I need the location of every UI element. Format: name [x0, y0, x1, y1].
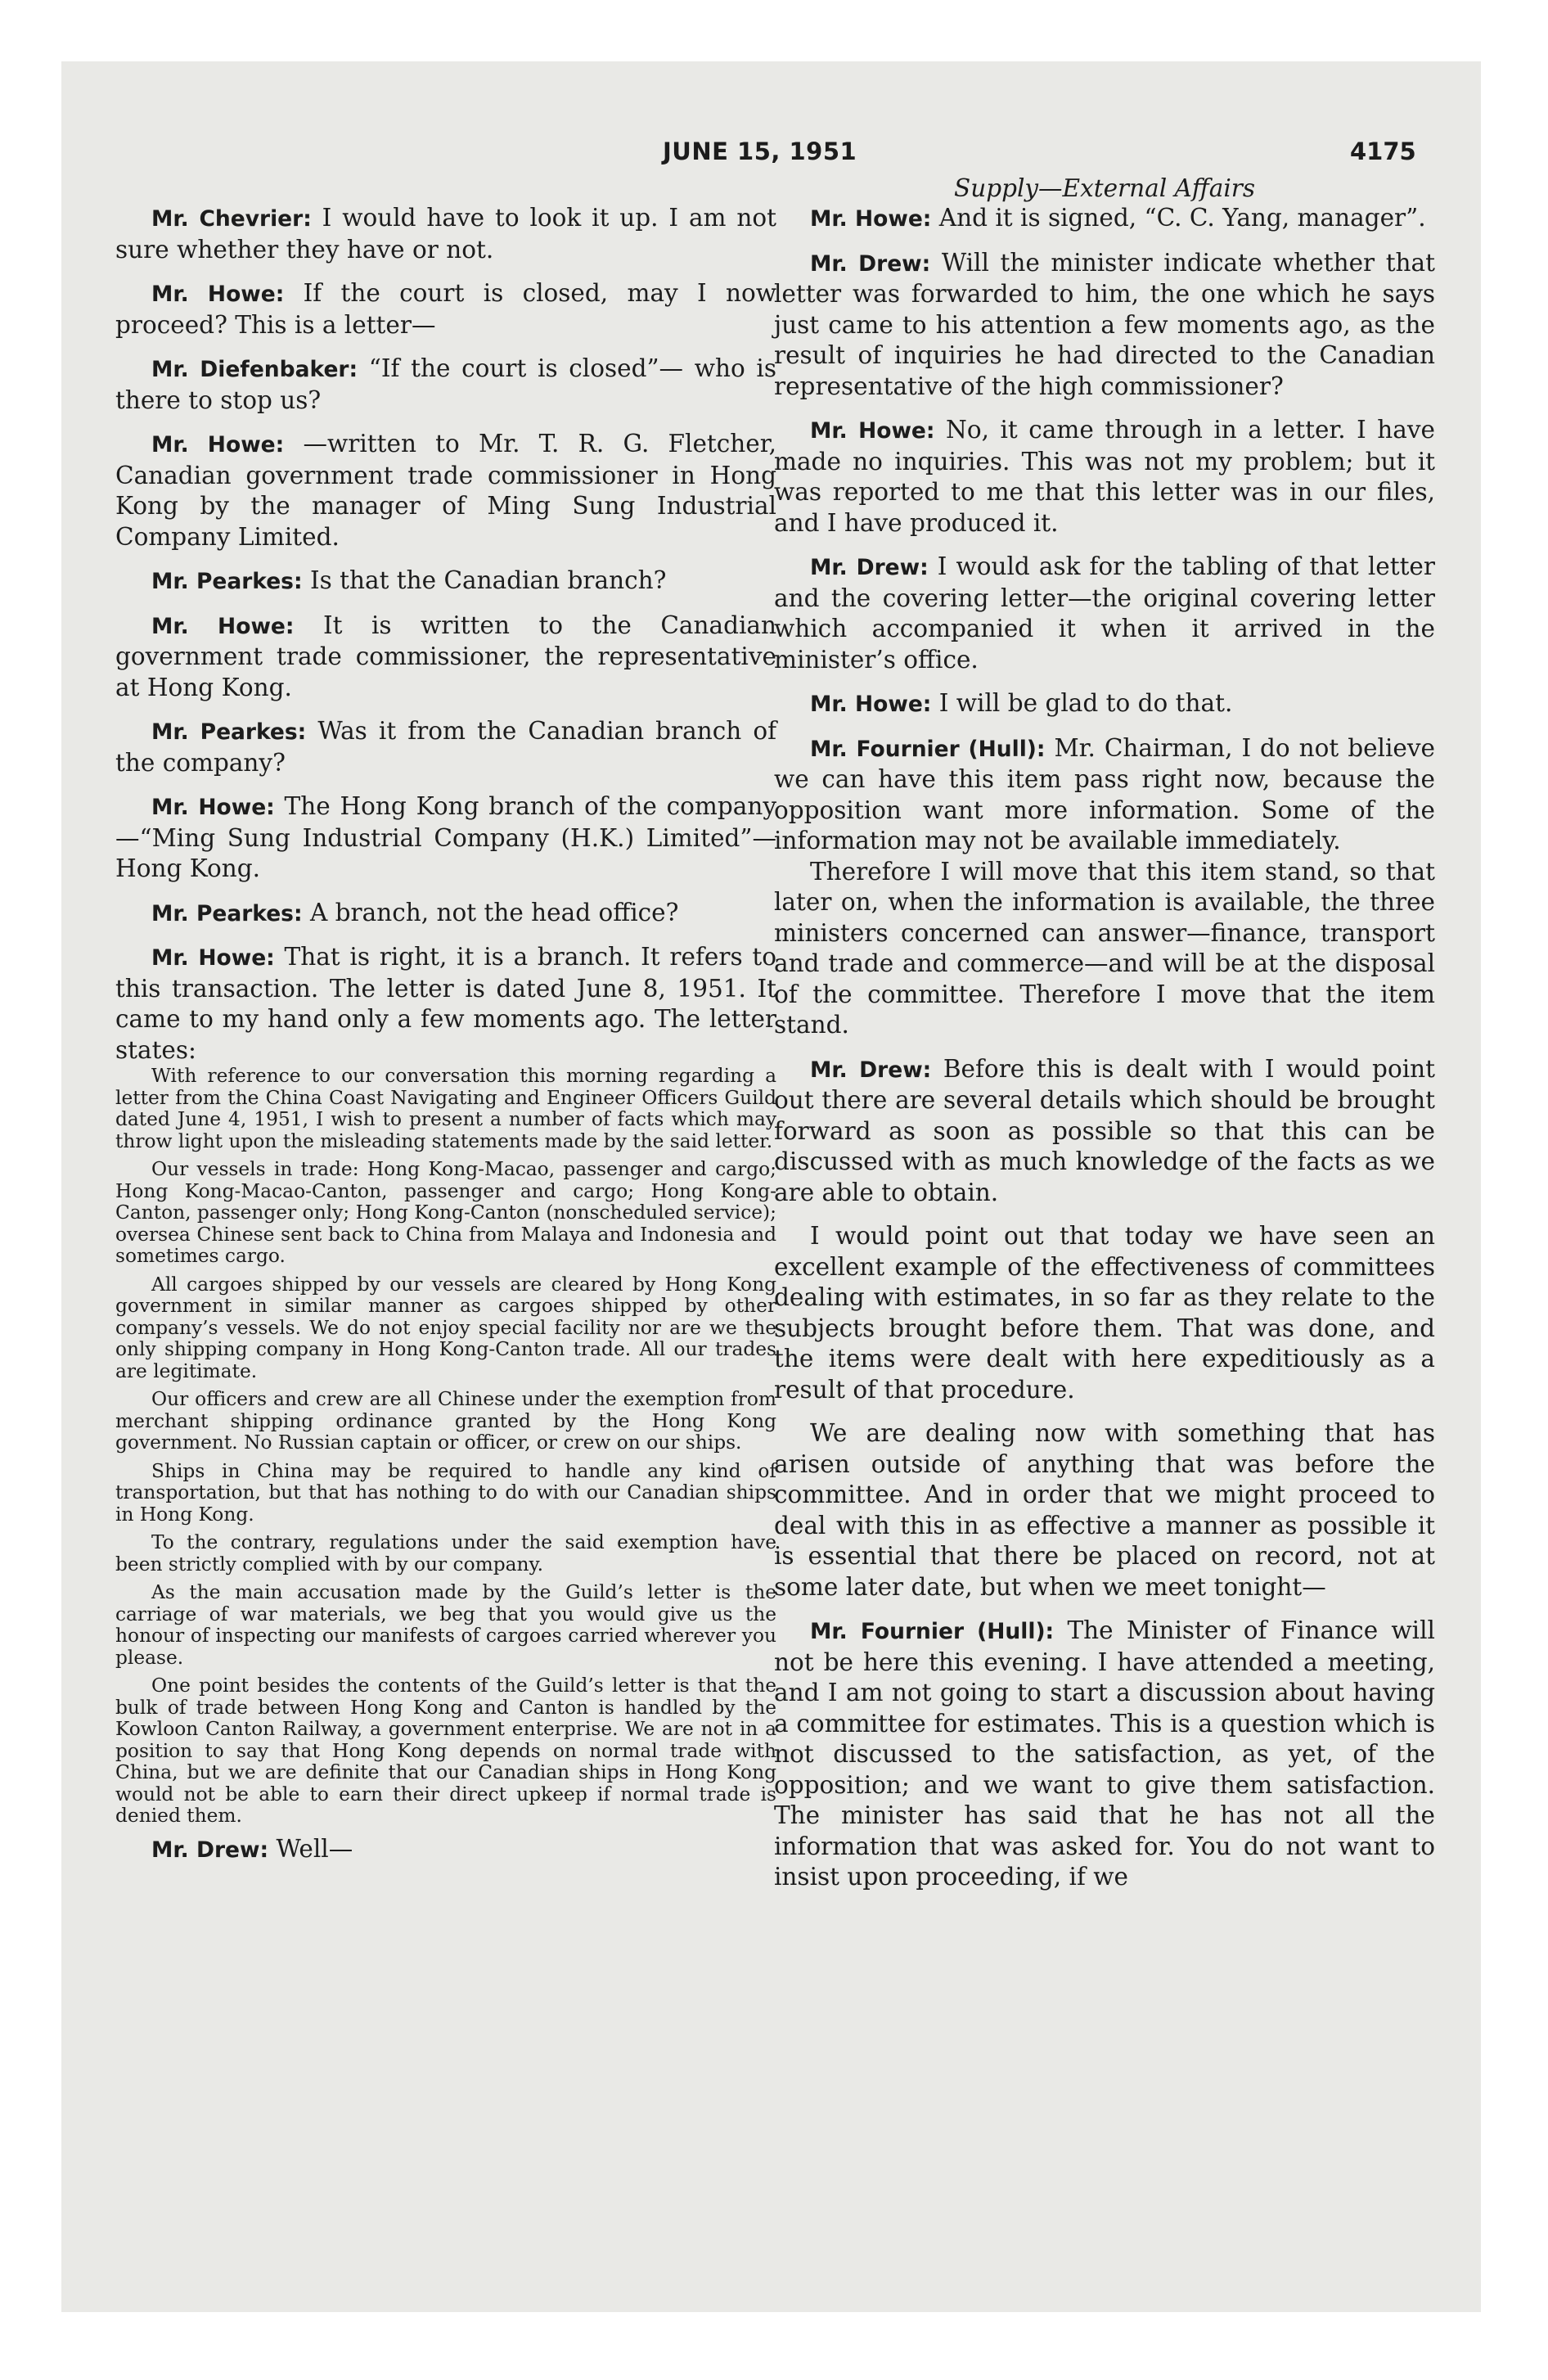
- speech-text: I would have to look it up. I am not sure whether they have or not.: [115, 204, 776, 264]
- speaker-name: Mr. Howe:: [151, 432, 285, 458]
- speech-paragraph: [774, 1616, 1435, 1893]
- speech-text: The Minister of Finance will not be here this evening. I have attended a meeting, and I am not going to start a discussion about having a committee for estimates. This is a question which is not discussed to the satisfaction, as yet, of the opposition; and we want to give them satisfaction. The minister has said that he has not all the information that was asked for. You do not want to insist upon proceeding, if we: [774, 1616, 1435, 1891]
- quoted-letter-paragraph: [115, 1675, 776, 1828]
- quoted-letter-paragraph: [115, 1582, 776, 1669]
- quoted-letter-paragraph: [115, 1159, 776, 1268]
- speech-text: I would point out that today we have seen an excellent example of the effectiveness of committees dealing with estimates, in so far as they relate to the subjects brought before them. That was done, and the items were dealt with here expeditiously as a result of that procedure.: [774, 1222, 1435, 1404]
- speaker-name: Mr. Howe:: [810, 692, 932, 717]
- speaker-name: Mr. Drew:: [810, 250, 931, 277]
- speech-paragraph: [774, 688, 1435, 720]
- quoted-letter-paragraph: [115, 1461, 776, 1526]
- speech-text: We are dealing now with something that has arisen outside of anything that was before the committee. And in order that we might proceed to deal with this in as effective a manner as possible it is essential that there be placed on record, not at some later date, but when we meet tonight—: [774, 1419, 1435, 1601]
- speech-text: I will be glad to do that.: [938, 689, 1233, 717]
- speech-paragraph: [115, 278, 776, 340]
- page-header: [0, 137, 1548, 170]
- speech-paragraph: [115, 354, 776, 416]
- speech-paragraph: [115, 203, 776, 265]
- speech-text: And it is signed, “C. C. Yang, manager”.: [938, 204, 1426, 232]
- speaker-name: Mr. Diefenbaker:: [151, 357, 358, 382]
- quote-text: One point besides the contents of the Guild’s letter is that the bulk of trade between Hong Kong and Canton is handled by the Kowloon Canton Railway, a government enterprise. We are not in a position to say that Hong Kong depends on normal trade with China, but we are definite that our Canadian ships in Hong Kong would not be able to earn their direct upkeep if normal trade is denied them.: [115, 1675, 776, 1827]
- quote-text: Ships in China may be required to handle any kind of transportation, but that has nothing to do with our Canadian ships in Hong Kong.: [115, 1459, 776, 1526]
- quote-text: All cargoes shipped by our vessels are cleared by Hong Kong government in similar manner as cargoes shipped by other company’s vessels. We do not enjoy special facility nor are we the only shipping company in Hong Kong-Canton trade. All our trades are legitimate.: [115, 1273, 776, 1382]
- speaker-name: Mr. Pearkes:: [151, 900, 303, 926]
- speech-paragraph: [774, 248, 1435, 403]
- speech-text: Mr. Chairman, I do not believe we can have this item pass right now, because the opposition want more information. Some of the information may not be available immediately.: [774, 733, 1435, 854]
- speaker-name: Mr. Drew:: [810, 1057, 932, 1083]
- speech-paragraph: [115, 611, 776, 704]
- quote-text: With reference to our conversation this morning regarding a letter from the China Coast Navigating and Engineer Officers Guild dated June 4, 1951, I wish to present a number of facts which may throw light upon the misleading statements made by the said letter.: [115, 1065, 776, 1152]
- quoted-letter-paragraph: [115, 1389, 776, 1454]
- speech-text: No, it came through in a letter. I have made no inquiries. This was not my problem; but it was reported to me that this letter was in our files, and I have produced it.: [774, 416, 1435, 537]
- section-heading: Supply—External Affairs: [953, 174, 1256, 202]
- speaker-name: Mr. Fournier (Hull):: [810, 1619, 1055, 1644]
- page-number: 4175: [1350, 137, 1416, 165]
- speech-text: —written to Mr. T. R. G. Fletcher, Canadian government trade commissioner in Hong Kong by the manager of Ming Sung Industrial Company Limited.: [115, 430, 776, 551]
- speech-paragraph: [774, 203, 1435, 235]
- speech-text: If the court is closed, may I now proceed? This is a letter—: [115, 279, 776, 339]
- quoted-letter-paragraph: [115, 1532, 776, 1575]
- speaker-name: Mr. Howe:: [810, 418, 935, 444]
- continuation-paragraph: [774, 1221, 1435, 1405]
- speech-paragraph: [774, 552, 1435, 675]
- speech-paragraph: [774, 1054, 1435, 1209]
- quote-text: Our officers and crew are all Chinese under the exemption from merchant shipping ordinance granted by the Hong Kong government. No Russian captain or officer, or crew on our ships.: [115, 1388, 776, 1454]
- left-column: [115, 203, 776, 1878]
- speaker-name: Mr. Howe:: [151, 945, 275, 971]
- speech-paragraph: [115, 1834, 776, 1866]
- speech-paragraph: [115, 898, 776, 930]
- speech-text: That is right, it is a branch. It refers to this transaction. The letter is dated June 8, 1951. It came to my hand only a few moments ago. The letter states:: [115, 943, 776, 1064]
- quote-text: As the main accusation made by the Guild’s letter is the carriage of war materials, we beg that you would give us the honour of inspecting our manifests of cargoes carried wherever you please.: [115, 1581, 776, 1669]
- speaker-name: Mr. Drew:: [810, 555, 929, 580]
- speech-paragraph: [774, 733, 1435, 857]
- quoted-letter-paragraph: [115, 1274, 776, 1383]
- speaker-name: Mr. Pearkes:: [151, 719, 307, 745]
- speaker-name: Mr. Howe:: [151, 282, 285, 307]
- continuation-paragraph: [774, 857, 1435, 1041]
- right-column: [774, 174, 1435, 1906]
- header-date: JUNE 15, 1951: [663, 137, 857, 165]
- quote-text: Our vessels in trade: Hong Kong-Macao, passenger and cargo; Hong Kong-Macao-Canton, passenger and cargo; Hong Kong-Canton, passenger only; Hong Kong-Canton (nonscheduled service); oversea Chinese sent back to China from Malaya and Indonesia and sometimes cargo.: [115, 1158, 776, 1267]
- speech-text: “If the court is closed”— who is there to stop us?: [115, 354, 777, 414]
- speech-text: Before this is dealt with I would point out there are several details which should be brought forward as soon as possible so that this can be discussed with as much knowledge of the facts as we are able to obtain.: [774, 1054, 1435, 1206]
- speech-text: A branch, not the head office?: [309, 898, 679, 926]
- speech-paragraph: [115, 566, 776, 597]
- speech-paragraph: [115, 429, 776, 552]
- speaker-name: Mr. Howe:: [151, 613, 295, 639]
- speech-paragraph: [115, 716, 776, 778]
- speech-paragraph: [115, 942, 776, 1066]
- speech-text: It is written to the Canadian government trade commissioner, the representative at Hong Kong.: [115, 611, 776, 701]
- speech-text: Well—: [276, 1834, 353, 1863]
- quoted-letter-paragraph: [115, 1066, 776, 1152]
- speaker-name: Mr. Howe:: [810, 206, 932, 232]
- speech-text: Was it from the Canadian branch of the company?: [115, 717, 776, 777]
- speech-text: I would ask for the tabling of that letter and the covering letter—the original covering letter which accompanied it when it arrived in the minister’s office.: [774, 552, 1435, 674]
- speech-paragraph: [115, 791, 776, 885]
- speech-paragraph: [774, 415, 1435, 539]
- speaker-name: Mr. Chevrier:: [151, 206, 312, 232]
- continuation-paragraph: [774, 1418, 1435, 1602]
- quote-text: To the contrary, regulations under the said exemption have been strictly complied with by our company.: [115, 1531, 776, 1575]
- speech-text: Is that the Canadian branch?: [309, 566, 667, 594]
- speaker-name: Mr. Drew:: [151, 1837, 269, 1863]
- speaker-name: Mr. Pearkes:: [151, 569, 303, 594]
- speaker-name: Mr. Fournier (Hull):: [810, 736, 1046, 762]
- speech-text: Therefore I will move that this item stand, so that later on, when the information is available, the three ministers concerned can answer—finance, transport and trade and commerce—and will be at the disposal of the committee. Therefore I move that the item stand.: [774, 857, 1435, 1039]
- speech-text: Will the minister indicate whether that letter was forwarded to him, the one which he says just came to his attention a few moments ago, as the result of inquiries he had directed to the Canadian representative of the high commissioner?: [774, 248, 1435, 400]
- speech-text: The Hong Kong branch of the company—“Ming Sung Industrial Company (H.K.) Limited”—Hong Kong.: [115, 792, 776, 882]
- speaker-name: Mr. Howe:: [151, 795, 275, 820]
